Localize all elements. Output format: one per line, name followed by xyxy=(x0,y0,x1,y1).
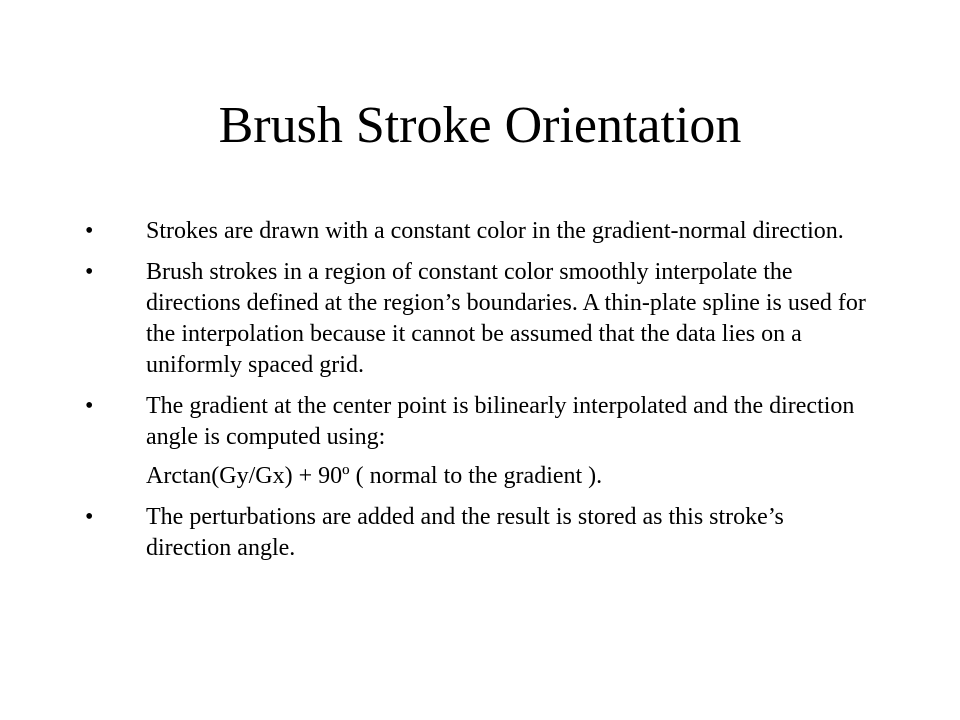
bullet-marker: • xyxy=(85,218,94,244)
bullet-item-2 xyxy=(0,257,870,381)
bullet-marker: • xyxy=(85,504,94,530)
bullet-list xyxy=(0,216,960,574)
bullet-text-2: Brush strokes in a region of constant color smoothly interpolate the directions defined at the region’s boundaries. A thin-plate spline is used for the interpolation because it cannot be assumed that the data lies on a uniformly spaced grid. xyxy=(146,259,866,378)
bullet-text-3: The gradient at the center point is bilinearly interpolated and the direction angle is computed using: xyxy=(146,393,855,450)
bullet-marker: • xyxy=(85,259,94,285)
bullet-text-1: Strokes are drawn with a constant color in the gradient-normal direction. xyxy=(146,218,844,244)
bullet-item-1 xyxy=(0,216,870,247)
bullet-marker: • xyxy=(85,393,94,419)
bullet-text-4: The perturbations are added and the result is stored as this stroke’s direction angle. xyxy=(146,504,784,561)
bullet-item-3 xyxy=(0,391,870,492)
formula-line: Arctan(Gy/Gx) + 90º ( normal to the gradient ). xyxy=(146,463,603,489)
bullet-item-4 xyxy=(0,502,870,564)
slide-title: Brush Stroke Orientation xyxy=(218,97,742,154)
